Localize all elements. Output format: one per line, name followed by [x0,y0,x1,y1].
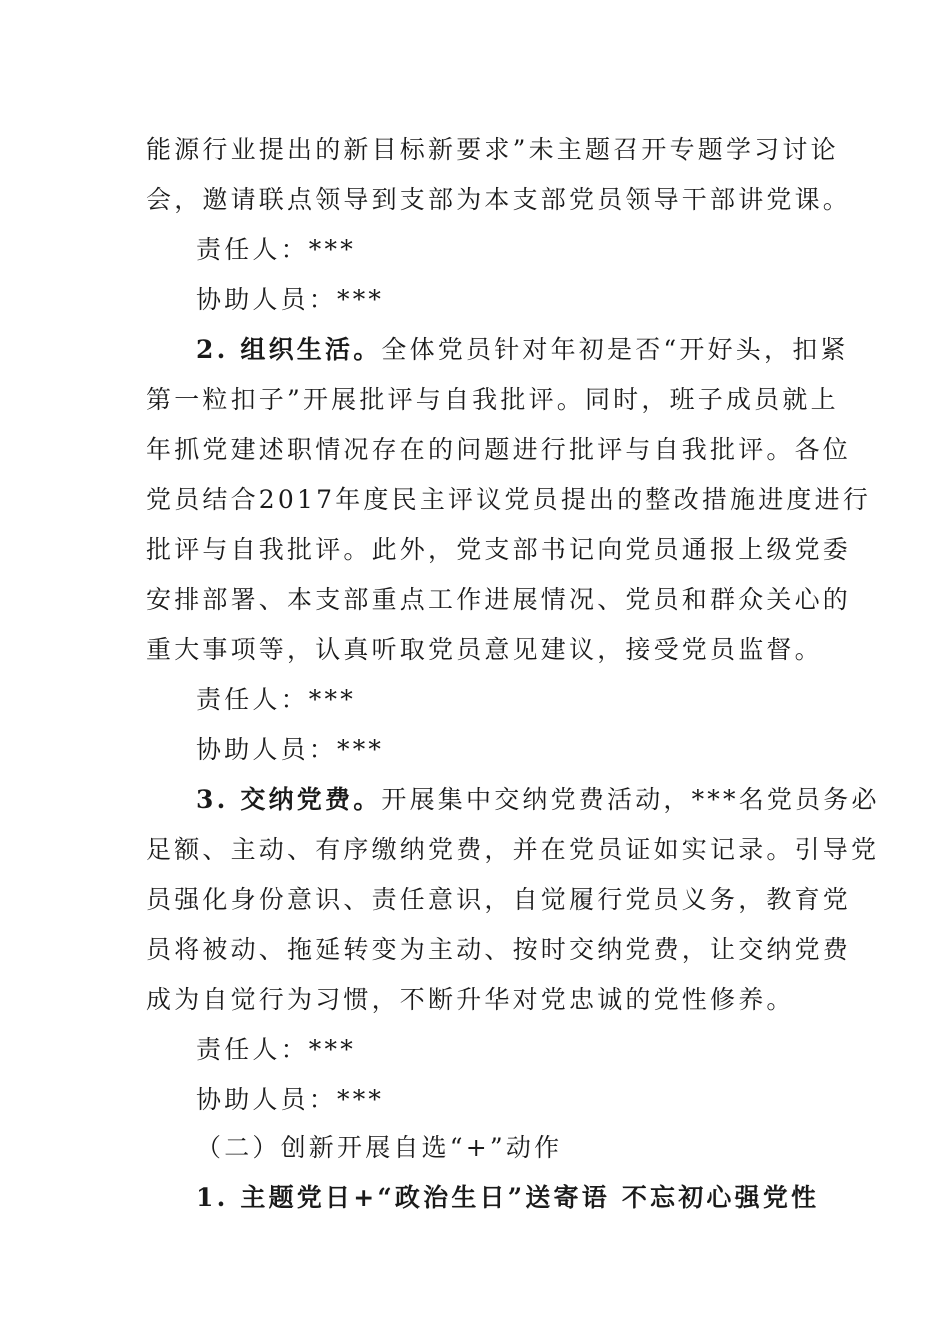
paragraph-line: 第一粒扣子”开展批评与自我批评。同时，班子成员就上 [146,385,839,414]
paragraph-line: 重大事项等，认真听取党员意见建议，接受党员监督。 [146,635,823,664]
paragraph-line: 足额、主动、有序缴纳党费，并在党员证如实记录。引导党 [146,835,880,864]
assistant-person: 协助人员：*** [196,735,385,764]
section-heading-line [196,334,849,366]
subsection-title: （二）创新开展自选“+”动作 [196,1133,563,1162]
paragraph-line: 成为自觉行为习惯，不断升华对党忠诚的党性修养。 [146,985,795,1014]
section-heading-line [196,784,880,816]
paragraph-text: 开展集中交纳党费活动，***名党员务必 [381,785,880,814]
section-heading: 2. 组织生活。 [196,335,382,364]
responsible-person: 责任人：*** [196,235,356,264]
paragraph-line: 年抓党建述职情况存在的问题进行批评与自我批评。各位 [146,435,852,464]
paragraph-line: 员将被动、拖延转变为主动、按时交纳党费，让交纳党费 [146,935,852,964]
paragraph-line: 员强化身份意识、责任意识，自觉履行党员义务，教育党 [146,885,852,914]
paragraph-line: 安排部署、本支部重点工作进展情况、党员和群众关心的 [146,585,852,614]
responsible-person: 责任人：*** [196,1035,356,1064]
paragraph-text: 全体党员针对年初是否“开好头，扣紧 [381,335,849,364]
paragraph-line: 能源行业提出的新目标新要求”未主题召开专题学习讨论 [146,135,839,164]
paragraph-line: 会，邀请联点领导到支部为本支部党员领导干部讲党课。 [146,185,852,214]
item-title: 1. 主题党日+“政治生日”送寄语 不忘初心强党性 [196,1183,820,1212]
section-heading: 3. 交纳党费。 [196,785,382,814]
paragraph-line: 批评与自我批评。此外，党支部书记向党员通报上级党委 [146,535,852,564]
responsible-person: 责任人：*** [196,685,356,714]
paragraph-line: 党员结合2017年度民主评议党员提出的整改措施进度进行 [146,485,872,514]
assistant-person: 协助人员：*** [196,1085,385,1114]
assistant-person: 协助人员：*** [196,285,385,314]
